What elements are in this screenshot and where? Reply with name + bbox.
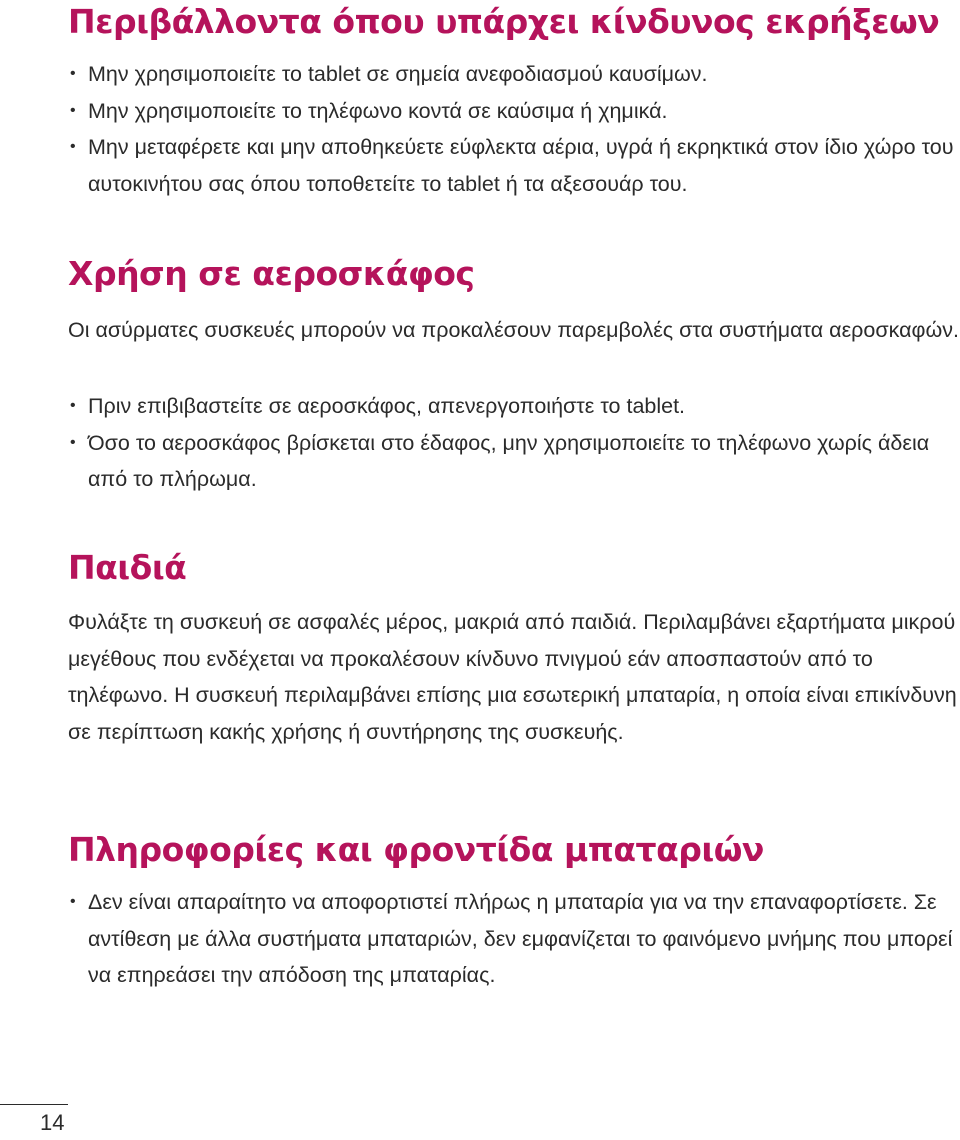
aircraft-paragraph: Οι ασύρματες συσκευές μπορούν να προκαλέσουν παρεμβολές στα συστήματα αεροσκαφών. [68, 318, 959, 342]
footer-rule [0, 1104, 68, 1105]
children-paragraph: Φυλάξτε τη συσκευή σε ασφαλές μέρος, μακριά από παιδιά. Περιλαμβάνει εξαρτήματα μικρού μεγέθους που ενδέχεται να προκαλέσουν κίνδυνο πνιγμού εάν αποσπαστούν από το τηλέφωνο. Η συσκευή περιλαμβάνει επίσης μια εσωτερική μπαταρία, η οποία είναι επικίνδυνη σε περίπτωση κακής χρήσης ή συντήρησης της συσκευής. [68, 610, 957, 744]
section-title-children: Παιδιά [68, 548, 187, 587]
bullet-icon: • [70, 65, 76, 82]
list-item: • Πριν επιβιβαστείτε σε αεροσκάφος, απενεργοποιήστε το tablet. [68, 388, 960, 425]
section-title-battery-care: Πληροφορίες και φροντίδα μπαταριών [68, 830, 764, 869]
page-number: 14 [40, 1110, 65, 1135]
bullet-icon: • [70, 397, 76, 414]
aircraft-list [68, 388, 960, 498]
explosive-environments-list [68, 56, 960, 202]
list-item: • Μην χρησιμοποιείτε το tablet σε σημεία ανεφοδιασμού καυσίμων. [68, 56, 960, 93]
section-title-aircraft: Χρήση σε αεροσκάφος [68, 254, 475, 293]
list-item: • Μην χρησιμοποιείτε το τηλέφωνο κοντά σε καύσιμα ή χημικά. [68, 93, 960, 130]
bullet-icon: • [70, 433, 76, 451]
section-title-explosive-environments: Περιβάλλοντα όπου υπάρχει κίνδυνος εκρήξεων [68, 2, 940, 41]
bullet-icon: • [70, 893, 76, 910]
bullet-icon: • [70, 138, 76, 155]
bullet-icon: • [70, 101, 76, 119]
battery-care-list [68, 884, 960, 994]
list-item: • Μην μεταφέρετε και μην αποθηκεύετε εύφλεκτα αέρια, υγρά ή εκρηκτικά στον ίδιο χώρο του αυτοκινήτου σας όπου τοποθετείτε το tablet ή τα αξεσουάρ του. [68, 129, 960, 202]
list-item: • Δεν είναι απαραίτητο να αποφορτιστεί πλήρως η μπαταρία για να την επαναφορτίσετε. Σε αντίθεση με άλλα συστήματα μπαταριών, δεν εμφανίζεται το φαινόμενο μνήμης που μπορεί να επηρεάσει την απόδοση της μπαταρίας. [68, 884, 960, 994]
list-item: • Όσο το αεροσκάφος βρίσκεται στο έδαφος, μην χρησιμοποιείτε το τηλέφωνο χωρίς άδεια από το πλήρωμα. [68, 425, 960, 498]
